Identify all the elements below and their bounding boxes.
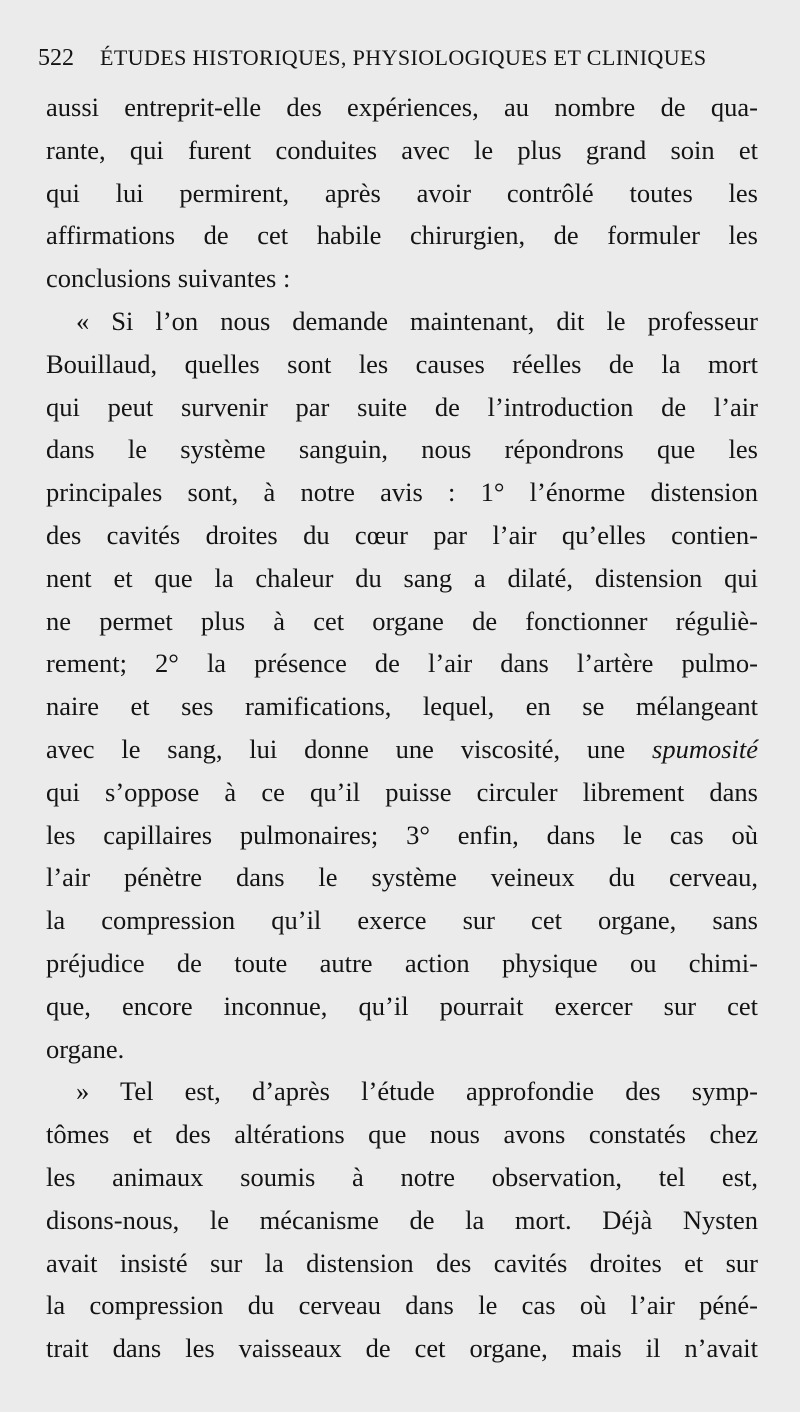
- text-line: aussi entreprit-elle des expériences, au nombre de qua-: [46, 92, 758, 122]
- text-line: trait dans les vaisseaux de cet organe, mais il n’avait: [46, 1333, 758, 1364]
- text-line: disons-nous, le mécanisme de la mort. Déjà Nysten: [46, 1204, 758, 1235]
- text-line: affirmations de cet habile chirurgien, de formuler les: [46, 220, 758, 251]
- text-line: Bouillaud, quelles sont les causes réelles de la mort: [46, 348, 758, 379]
- text-line: des cavités droites du cœur par l’air qu’elles contien-: [46, 519, 758, 550]
- text-line: conclusions suivantes :: [46, 263, 291, 294]
- text-line: la compression qu’il exerce sur cet organe, sans: [46, 905, 758, 936]
- running-head: [38, 40, 738, 76]
- text-line: naire et ses ramifications, lequel, en se mélangeant: [46, 691, 758, 722]
- italic-term: spumosité: [652, 733, 758, 764]
- text-line: tômes et des altérations que nous avons constatés chez: [46, 1119, 758, 1150]
- text-line: nent et que la chaleur du sang a dilaté, distension qui: [46, 562, 758, 593]
- text-line: rante, qui furent conduites avec le plus grand soin et: [46, 134, 758, 165]
- text-line: dans le système sanguin, nous répondrons que les: [46, 434, 758, 465]
- text-line: l’air pénètre dans le système veineux du cerveau,: [46, 862, 758, 893]
- text-line: organe.: [46, 1033, 125, 1064]
- text-line: qui peut survenir par suite de l’introduction de l’air: [46, 391, 758, 422]
- text-line: la compression du cerveau dans le cas où l’air péné-: [46, 1290, 758, 1321]
- text-line: avait insisté sur la distension des cavités droites et sur: [46, 1247, 758, 1278]
- text-line: que, encore inconnue, qu’il pourrait exercer sur cet: [46, 990, 758, 1021]
- page-number: 522: [38, 45, 74, 71]
- text-line: rement; 2° la présence de l’air dans l’artère pulmo-: [46, 648, 758, 679]
- running-title: ÉTUDES HISTORIQUES, PHYSIOLOGIQUES ET CLINIQUES: [100, 45, 707, 70]
- text-line: principales sont, à notre avis : 1° l’énorme distension: [46, 477, 758, 508]
- text-line: » Tel est, d’après l’étude approfondie des symp-: [76, 1076, 758, 1107]
- text-line: préjudice de toute autre action physique ou chimi-: [46, 947, 758, 978]
- body-text: [46, 86, 758, 1370]
- text-line: [46, 728, 758, 771]
- text-line: les animaux soumis à notre observation, tel est,: [46, 1161, 758, 1192]
- text-line: ne permet plus à cet organe de fonctionner réguliè-: [46, 605, 758, 636]
- text-line: qui s’oppose à ce qu’il puisse circuler librement dans: [46, 776, 758, 807]
- text-segment: avec le sang, lui donne une viscosité, une: [46, 733, 652, 764]
- text-line: « Si l’on nous demande maintenant, dit le professeur: [76, 305, 758, 336]
- text-line: qui lui permirent, après avoir contrôlé toutes les: [46, 177, 758, 208]
- text-line: les capillaires pulmonaires; 3° enfin, dans le cas où: [46, 819, 758, 850]
